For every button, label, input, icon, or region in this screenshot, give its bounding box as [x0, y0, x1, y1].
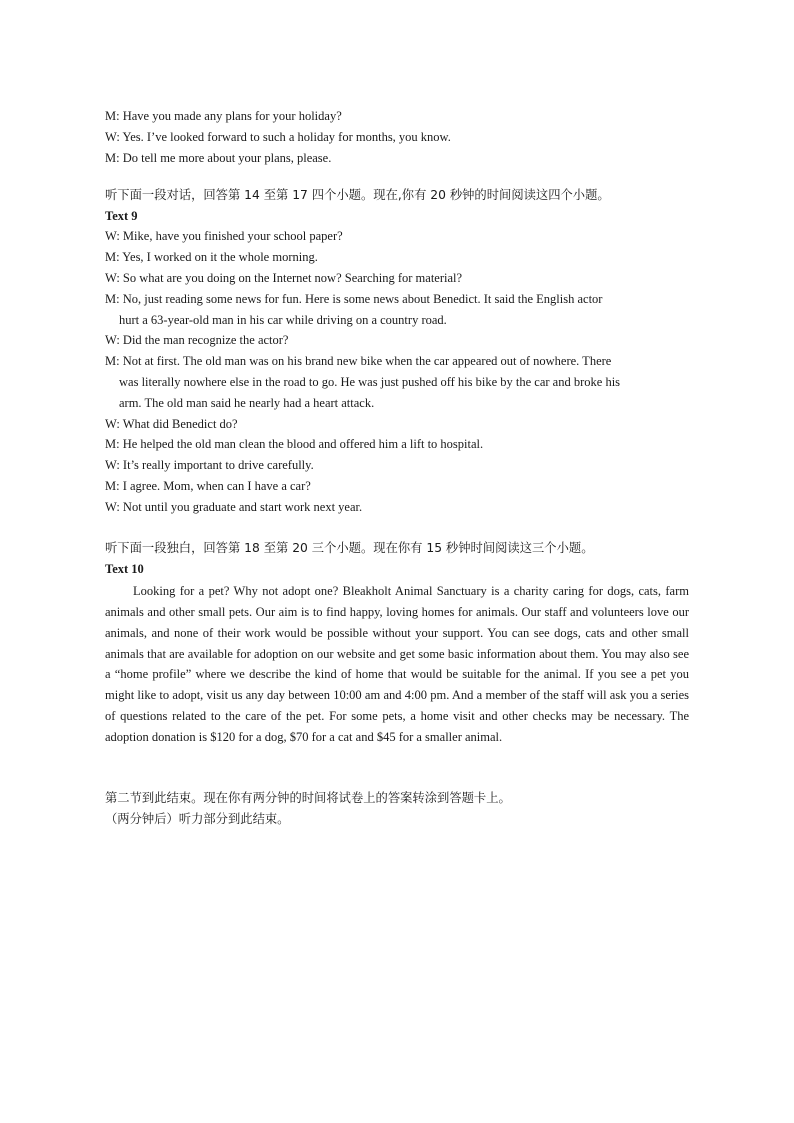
closing-note: （两分钟后）听力部分到此结束。: [105, 812, 290, 826]
dialog-line: W: Mike, have you finished your school paper?: [105, 229, 343, 243]
section-heading: Text 10: [105, 562, 144, 576]
dialog-line: W: Did the man recognize the actor?: [105, 333, 289, 347]
dialog-line: was literally nowhere else in the road to go. He was just pushed off his bike by the car and broke his: [119, 375, 621, 389]
dialog-line: M: Yes, I worked on it the whole morning.: [105, 250, 318, 264]
dialog-line: M: He helped the old man clean the blood and offered him a lift to hospital.: [105, 437, 484, 451]
dialog-line: W: What did Benedict do?: [105, 417, 238, 431]
dialog-line: arm. The old man said he nearly had a heart attack.: [119, 396, 375, 410]
dialog-line: W: Not until you graduate and start work next year.: [105, 500, 363, 514]
monologue-paragraph: Looking for a pet? Why not adopt one? Bleakholt Animal Sanctuary is a charity caring for dogs, cats, farm animals and other small pets. Our aim is to find happy, loving homes for animals. Our staff and volunteers love our animals, and none of their work would be possible without your support. You can see dogs, cats and other small animals that are available for adoption on our website and get some basic information about them. You may also see a “home profile” where we describe the kind of home that would be suitable for the animal. If you see a pet you might like to adopt, visit us any day between 10:00 am and 4:00 pm. And a member of the staff will ask you a series of questions related to the care of the pet. For some pets, a home visit and other checks may be necessary. The adoption donation is $120 for a dog, $70 for a cat and $45 for a smaller animal.: [105, 584, 689, 744]
dialog-line: M: Have you made any plans for your holiday?: [105, 109, 342, 123]
dialog-line: W: Yes. I’ve looked forward to such a holiday for months, you know.: [105, 130, 451, 144]
section-instruction: 听下面一段独白，回答第 18 至第 20 三个小题。现在你有 15 秒钟时间阅读这三个小题。: [105, 541, 594, 555]
dialog-line: M: I agree. Mom, when can I have a car?: [105, 479, 311, 493]
section-instruction: 听下面一段对话，回答第 14 至第 17 四个小题。现在,你有 20 秒钟的时间阅读这四个小题。: [105, 188, 610, 202]
section-heading: Text 9: [105, 209, 138, 223]
closing-note: 第二节到此结束。现在你有两分钟的时间将试卷上的答案转涂到答题卡上。: [105, 791, 511, 805]
dialog-line: hurt a 63-year-old man in his car while driving on a country road.: [119, 313, 447, 327]
dialog-line: M: Not at first. The old man was on his brand new bike when the car appeared out of nowhere. There: [105, 354, 612, 368]
dialog-line: M: Do tell me more about your plans, please.: [105, 151, 332, 165]
dialog-line: W: So what are you doing on the Internet now? Searching for material?: [105, 271, 463, 285]
dialog-line: W: It’s really important to drive carefully.: [105, 458, 314, 472]
dialog-line: M: No, just reading some news for fun. Here is some news about Benedict. It said the English actor: [105, 292, 603, 306]
